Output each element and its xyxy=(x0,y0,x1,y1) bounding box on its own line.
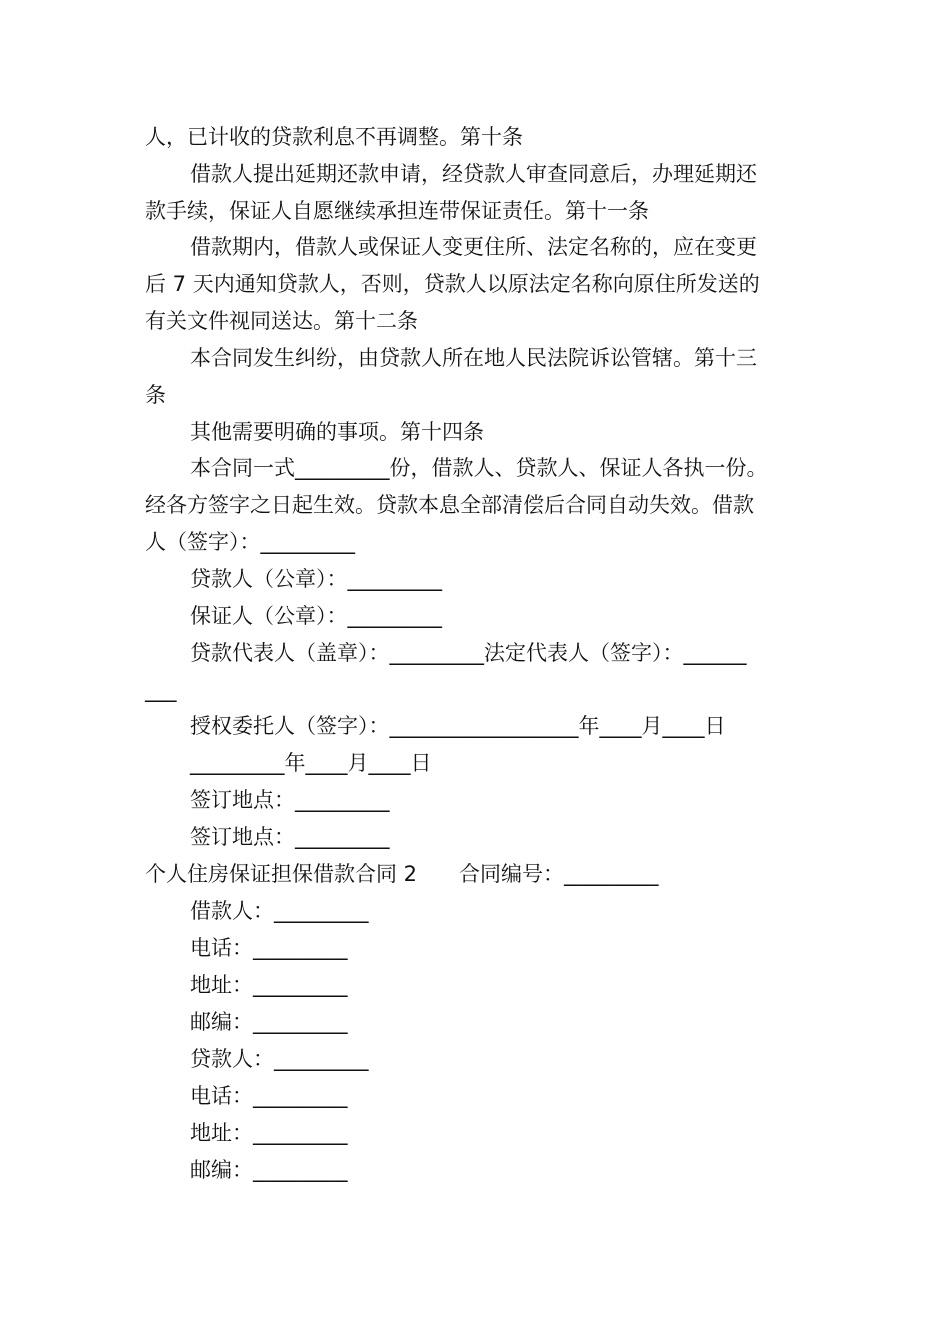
text-line: 个人住房保证担保借款合同 2 合同编号：_________ xyxy=(145,862,659,886)
text-line: 经各方签字之日起生效。贷款本息全部清偿后合同自动失效。借款 xyxy=(145,493,754,517)
text-line: 贷款人：_________ xyxy=(190,1047,369,1071)
text-line: ___ xyxy=(145,678,177,702)
text-line: 签订地点：_________ xyxy=(190,825,390,849)
text-line: 签订地点：_________ xyxy=(190,788,390,812)
text-line: 条 xyxy=(145,383,166,407)
text-line: _________年____月____日 xyxy=(190,751,432,775)
text-line: 人（签字）：_________ xyxy=(145,530,355,554)
text-line: 授权委托人（签字）：__________________年____月____日 xyxy=(190,714,726,738)
text-line: 后 7 天内通知贷款人，否则，贷款人以原法定名称向原住所发送的 xyxy=(145,272,760,296)
text-line: 邮编：_________ xyxy=(190,1010,348,1034)
text-line: 款手续，保证人自愿继续承担连带保证责任。第十一条 xyxy=(145,199,649,223)
text-line: 有关文件视同送达。第十二条 xyxy=(145,309,418,333)
text-line: 借款期内，借款人或保证人变更住所、法定名称的，应在变更 xyxy=(190,235,757,259)
text-line: 借款人提出延期还款申请，经贷款人审查同意后，办理延期还 xyxy=(190,162,757,186)
text-line: 本合同发生纠纷，由贷款人所在地人民法院诉讼管辖。第十三 xyxy=(190,346,757,370)
text-line: 地址：_________ xyxy=(190,973,348,997)
text-line: 保证人（公章）：_________ xyxy=(190,604,442,628)
text-line: 本合同一式_________份，借款人、贷款人、保证人各执一份。 xyxy=(190,456,768,480)
text-line: 贷款人（公章）：_________ xyxy=(190,567,442,591)
text-line: 电话：_________ xyxy=(190,936,348,960)
text-line: 人，已计收的贷款利息不再调整。第十条 xyxy=(145,125,523,149)
text-line: 其他需要明确的事项。第十四条 xyxy=(190,420,484,444)
text-line: 邮编：_________ xyxy=(190,1158,348,1182)
text-line: 借款人：_________ xyxy=(190,899,369,923)
text-line: 地址：_________ xyxy=(190,1121,348,1145)
text-line: 贷款代表人（盖章）：_________法定代表人（签字）：______ xyxy=(190,641,747,665)
text-line: 电话：_________ xyxy=(190,1084,348,1108)
